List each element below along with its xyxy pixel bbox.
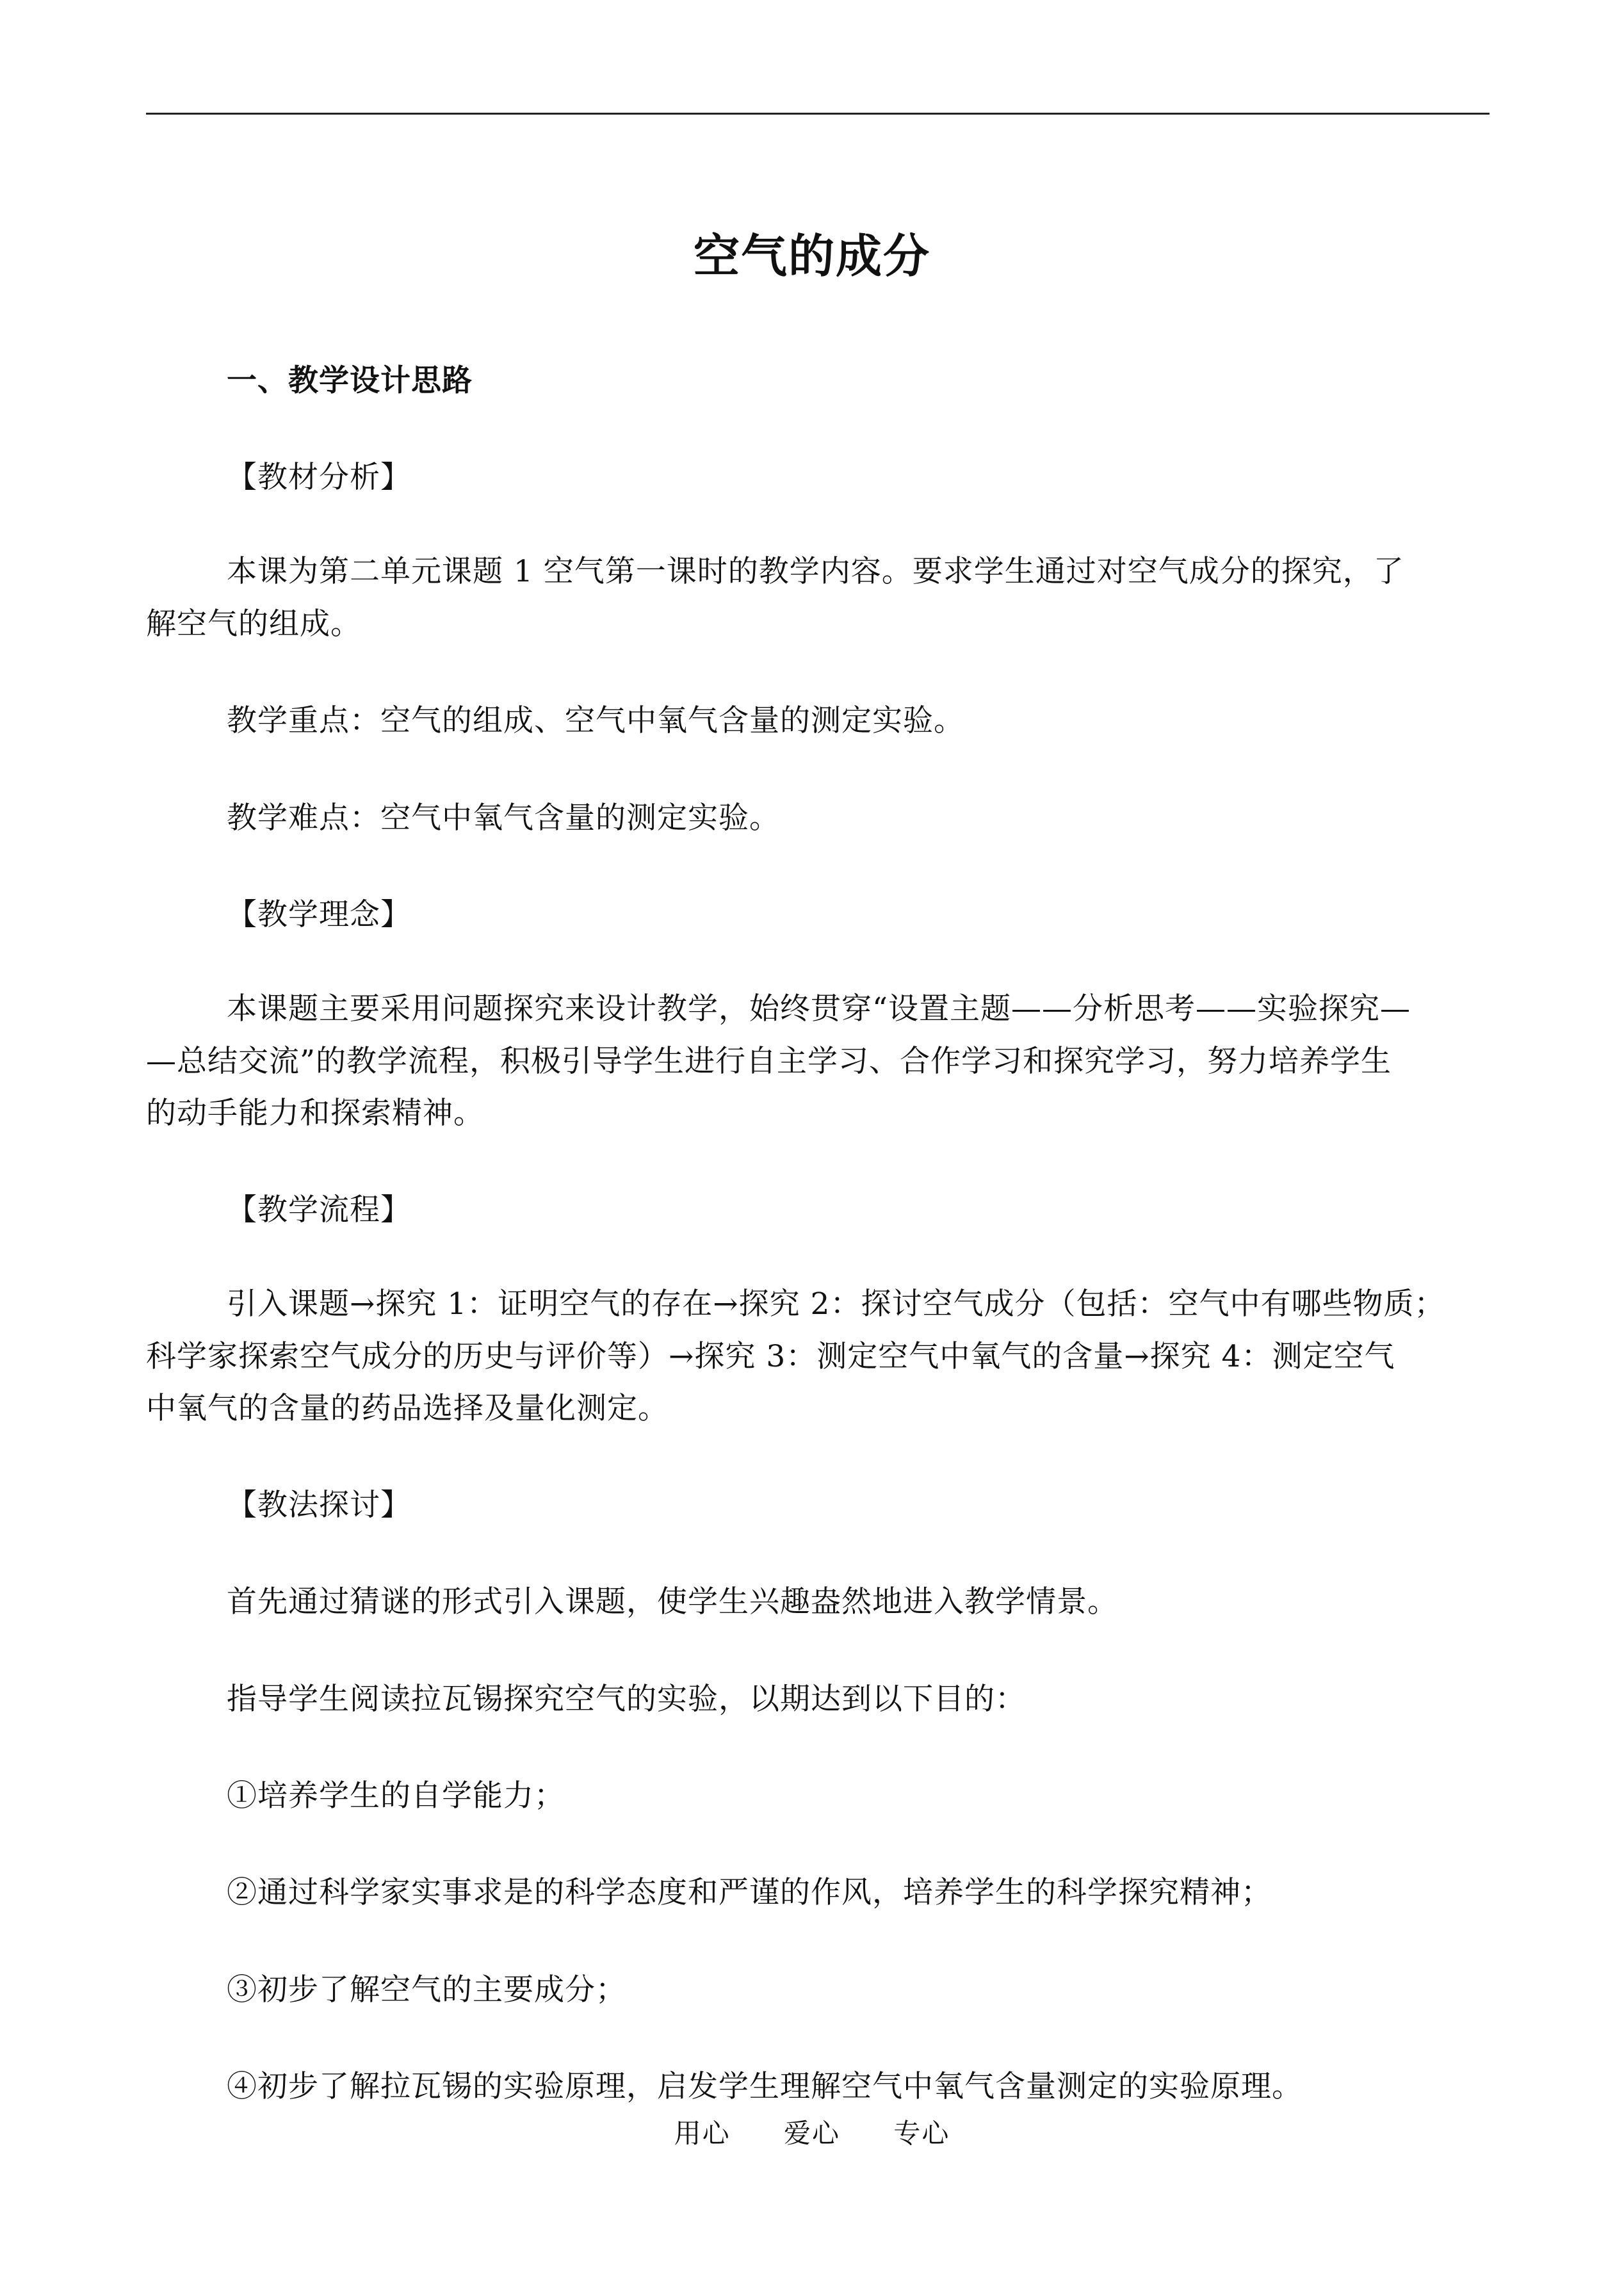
teaching-process-label: 【教学流程】 [227, 1192, 411, 1228]
section-heading: 一、教学设计思路 [227, 363, 473, 398]
goal-item: ④初步了解拉瓦锡的实验原理，启发学生理解空气中氧气含量测定的实验原理。 [227, 2069, 1303, 2104]
footer-word: 用心 [674, 2118, 731, 2149]
teaching-concept-label: 【教学理念】 [227, 897, 411, 932]
teaching-concept-line-2: —总结交流”的教学流程，积极引导学生进行自主学习、合作学习和探究学习，努力培养学生 [146, 1044, 1392, 1079]
key-point: 教学重点：空气的组成、空气中氧气含量的测定实验。 [227, 703, 964, 738]
teaching-process-line-1: 引入课题→探究 1：证明空气的存在→探究 2：探讨空气成分（包括：空气中有哪些物质； [227, 1286, 1445, 1322]
material-analysis-line-2: 解空气的组成。 [146, 606, 361, 642]
teaching-concept-line-3: 的动手能力和探索精神。 [146, 1096, 484, 1131]
teaching-method-intro: 首先通过猜谜的形式引入课题，使学生兴趣盎然地进入教学情景。 [227, 1584, 1118, 1619]
goal-item: ②通过科学家实事求是的科学态度和严谨的作风，培养学生的科学探究精神； [227, 1875, 1272, 1910]
teaching-process-line-3: 中氧气的含量的药品选择及量化测定。 [146, 1391, 669, 1426]
page-footer [0, 2114, 1624, 2153]
material-analysis-line-1: 本课为第二单元课题 1 空气第一课时的教学内容。要求学生通过对空气成分的探究，了 [227, 554, 1404, 589]
footer-word: 爱心 [783, 2118, 840, 2149]
difficult-point: 教学难点：空气中氧气含量的测定实验。 [227, 800, 780, 836]
footer-word: 专心 [893, 2118, 950, 2149]
teaching-method-guide: 指导学生阅读拉瓦锡探究空气的实验，以期达到以下目的： [227, 1682, 1026, 1717]
goal-item: ①培养学生的自学能力； [227, 1778, 565, 1813]
teaching-concept-line-1: 本课题主要采用问题探究来设计教学，始终贯穿“设置主题——分析思考——实验探究— [227, 991, 1411, 1026]
document-title: 空气的成分 [693, 229, 930, 283]
material-analysis-label: 【教材分析】 [227, 460, 411, 495]
goal-item: ③初步了解空气的主要成分； [227, 1972, 626, 2007]
teaching-process-line-2: 科学家探索空气成分的历史与评价等）→探究 3：测定空气中氧气的含量→探究 4：测定空气 [146, 1339, 1395, 1374]
header-rule [146, 113, 1490, 115]
teaching-method-label: 【教法探讨】 [227, 1488, 411, 1523]
